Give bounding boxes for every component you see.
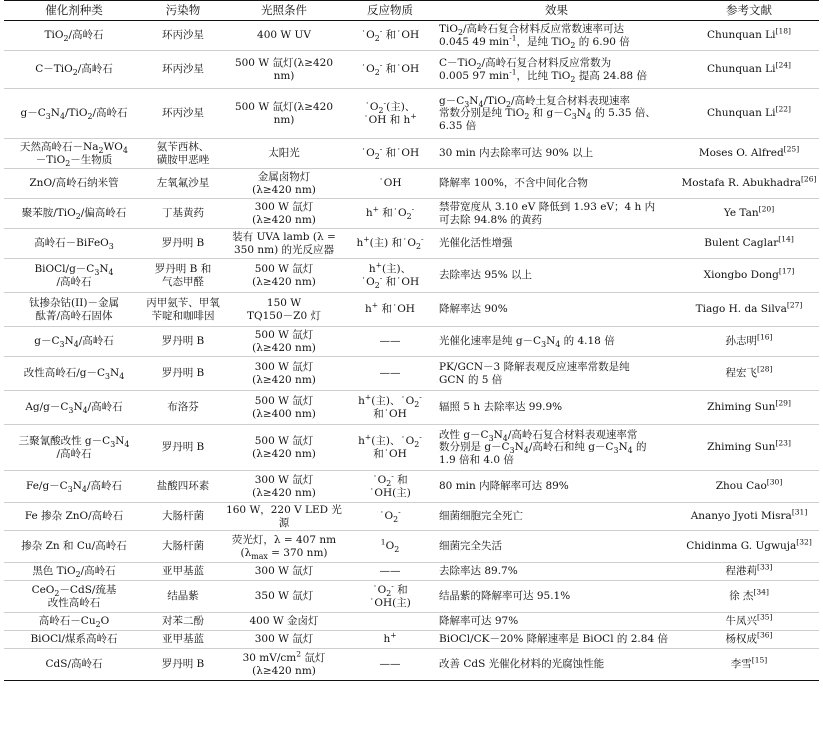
cell-light: 500 W 氙灯 (λ≥420 nm) — [222, 327, 346, 357]
cell-pollutant: 左氧氟沙星 — [144, 169, 222, 199]
table-row — [4, 51, 819, 89]
cell-catalyst: 黑色 TiO$_2$/高岭石 — [4, 563, 144, 581]
cell-catalyst: TiO$_2$/高岭石 — [4, 21, 144, 51]
cell-light: 300 W 氙灯 — [222, 631, 346, 649]
cell-pollutant: 对苯二酚 — [144, 613, 222, 631]
cell-effect: 改善 CdS 光催化材料的光腐蚀性能 — [434, 649, 679, 681]
cell-effect: $g-C_3N_4/TiO_2/$高岭土复合材料表现速率 常数分别是纯 TiO$_2$ 和 $g-C_3N_4$ 的 5.35 倍、 6.35 倍 — [434, 89, 679, 139]
cell-reference: Zhiming Sun[29] — [679, 391, 819, 425]
cell-pollutant: 罗丹明 B — [144, 229, 222, 259]
cell-reference: 程宏飞[28] — [679, 357, 819, 391]
cell-pollutant: 大肠杆菌 — [144, 503, 222, 531]
cell-catalyst: 钛掺杂钴(II)－金属 酞菁/高岭石固体 — [4, 293, 144, 327]
header-row — [4, 1, 819, 21]
cell-species: $^1O_2$ — [346, 531, 434, 563]
cell-catalyst: 聚苯胺/TiO$_2$/偏高岭石 — [4, 199, 144, 229]
cell-light: 150 W TQ150－Z0 灯 — [222, 293, 346, 327]
table-row — [4, 293, 819, 327]
cell-species: $˙O_2^-$ 和 ˙OH(主) — [346, 581, 434, 613]
table-row — [4, 563, 819, 581]
table-row — [4, 229, 819, 259]
cell-reference: Zhiming Sun[23] — [679, 425, 819, 471]
cell-species: —— — [346, 327, 434, 357]
table-row — [4, 89, 819, 139]
cell-species: h+ — [346, 631, 434, 649]
cell-effect: 禁带宽度从 3.10 eV 降低到 1.93 eV；4 h 内 可去除 94.8% 的黄药 — [434, 199, 679, 229]
cell-catalyst: Fe 掺杂 ZnO/高岭石 — [4, 503, 144, 531]
cell-species: $˙O_2^-$ 和˙OH — [346, 139, 434, 169]
cell-reference: 李雪[15] — [679, 649, 819, 681]
cell-catalyst: CeO$_2$－CdS/巯基 改性高岭石 — [4, 581, 144, 613]
cell-effect: 细菌细胞完全死亡 — [434, 503, 679, 531]
cell-catalyst: $Fe/g-C_3N_4/$高岭石 — [4, 471, 144, 503]
cell-light: 160 W，220 V LED 光源 — [222, 503, 346, 531]
cell-reference: Ananyo Jyoti Misra[31] — [679, 503, 819, 531]
cell-catalyst: BiOCl/$g-C_3N_4$ /高岭石 — [4, 259, 144, 293]
cell-reference: Zhou Cao[30] — [679, 471, 819, 503]
cell-species: h+(主)、$˙O_2^-$ 和˙OH — [346, 425, 434, 471]
cell-species: $˙O_2^-$ 和˙OH — [346, 21, 434, 51]
table-row — [4, 503, 819, 531]
cell-species: h+(主)、 $˙O_2^-$ 和˙OH — [346, 259, 434, 293]
table-row — [4, 169, 819, 199]
table-row — [4, 21, 819, 51]
cell-pollutant: 丁基黄药 — [144, 199, 222, 229]
cell-light: 荧光灯，λ = 407 nm ($\lambda_{max} = 370$ nm) — [222, 531, 346, 563]
cell-effect: 细菌完全失活 — [434, 531, 679, 563]
cell-reference: 徐 杰[34] — [679, 581, 819, 613]
cell-reference: Ye Tan[20] — [679, 199, 819, 229]
cell-catalyst: BiOCl/煤系高岭石 — [4, 631, 144, 649]
cell-pollutant: 氨苄西林、 磺胺甲恶唑 — [144, 139, 222, 169]
cell-catalyst: CdS/高岭石 — [4, 649, 144, 681]
cell-light: 装有 UVA lamb (λ = 350 nm) 的光反应器 — [222, 229, 346, 259]
cell-light: 300 W 氙灯 (λ≥420 nm) — [222, 471, 346, 503]
cell-reference: Xiongbo Dong[17] — [679, 259, 819, 293]
cell-effect: 光催化速率是纯 $g-C_3N_4$ 的 4.18 倍 — [434, 327, 679, 357]
col-header-pollutant: 污染物 — [144, 1, 222, 21]
cell-reference: Chunquan Li[18] — [679, 21, 819, 51]
cell-species: —— — [346, 649, 434, 681]
cell-catalyst: $Ag/g-C_3N_4/$高岭石 — [4, 391, 144, 425]
cell-light: 300 W 氙灯 (λ≥420 nm) — [222, 199, 346, 229]
cell-species — [346, 613, 434, 631]
cell-effect: 降解率达 90% — [434, 293, 679, 327]
col-header-catalyst: 催化剂种类 — [4, 1, 144, 21]
cell-reference: Chidinma G. Ugwuja[32] — [679, 531, 819, 563]
table-row — [4, 327, 819, 357]
table-row — [4, 357, 819, 391]
cell-effect: BiOCl/CK－20% 降解速率是 BiOCl 的 2.84 倍 — [434, 631, 679, 649]
table-body — [4, 21, 819, 681]
cell-effect: 80 min 内降解率可达 89% — [434, 471, 679, 503]
cell-effect: PK/GCN－3 降解表观反应速率常数是纯 GCN 的 5 倍 — [434, 357, 679, 391]
table-row — [4, 259, 819, 293]
cell-light: 500 W 氙灯 (λ≥400 nm) — [222, 391, 346, 425]
col-header-reference: 参考文献 — [679, 1, 819, 21]
cell-reference: 孙志明[16] — [679, 327, 819, 357]
cell-light: 500 W 氙灯 (λ≥420 nm) — [222, 425, 346, 471]
cell-light: 400 W 金卤灯 — [222, 613, 346, 631]
cell-pollutant: 大肠杆菌 — [144, 531, 222, 563]
table-row — [4, 613, 819, 631]
cell-effect: 降解率 100%，不含中间化合物 — [434, 169, 679, 199]
cell-pollutant: 丙甲氨苄、甲氧 苄啶和咖啡因 — [144, 293, 222, 327]
cell-reference: Chunquan Li[24] — [679, 51, 819, 89]
cell-pollutant: 罗丹明 B — [144, 327, 222, 357]
table-row — [4, 425, 819, 471]
col-header-light: 光照条件 — [222, 1, 346, 21]
cell-reference: 程港莉[33] — [679, 563, 819, 581]
col-header-effect: 效果 — [434, 1, 679, 21]
cell-reference: Tiago H. da Silva[27] — [679, 293, 819, 327]
table-row — [4, 391, 819, 425]
cell-effect: 去除率达 89.7% — [434, 563, 679, 581]
cell-catalyst: 掺杂 Zn 和 Cu/高岭石 — [4, 531, 144, 563]
cell-effect: 30 min 内去除率可达 90% 以上 — [434, 139, 679, 169]
cell-reference: 杨权成[36] — [679, 631, 819, 649]
table-row — [4, 531, 819, 563]
cell-pollutant: 环丙沙星 — [144, 89, 222, 139]
cell-light: 500 W 氙灯(λ≥420 nm) — [222, 51, 346, 89]
cell-effect: 结晶紫的降解率可达 95.1% — [434, 581, 679, 613]
photocatalyst-table — [4, 0, 819, 681]
cell-species: h+(主) 和$˙O_2^-$ — [346, 229, 434, 259]
cell-light: 300 W 氙灯 (λ≥420 nm) — [222, 357, 346, 391]
cell-species: h+(主)、$˙O_2^-$ 和˙OH — [346, 391, 434, 425]
cell-species: h+ 和˙OH — [346, 293, 434, 327]
cell-catalyst: $g-C_3N_4/TiO_2/$高岭石 — [4, 89, 144, 139]
cell-pollutant: 布洛芬 — [144, 391, 222, 425]
cell-reference: Moses O. Alfred[25] — [679, 139, 819, 169]
col-header-species: 反应物质 — [346, 1, 434, 21]
cell-pollutant: 亚甲基蓝 — [144, 631, 222, 649]
cell-pollutant: 盐酸四环素 — [144, 471, 222, 503]
cell-catalyst: 天然高岭石$-Na_2WO_4$ －TiO$_2$－生物质 — [4, 139, 144, 169]
cell-effect: C－TiO$_2$/高岭石复合材料反应常数为 0.005 97 $\min^{-1}$，比纯 TiO$_2$ 提高 24.88 倍 — [434, 51, 679, 89]
cell-catalyst: ZnO/高岭石纳米管 — [4, 169, 144, 199]
cell-catalyst: 高岭石$-Cu_2O$ — [4, 613, 144, 631]
cell-species: h+ 和$˙O_2^-$ — [346, 199, 434, 229]
cell-light: 太阳光 — [222, 139, 346, 169]
cell-catalyst: 改性高岭石$/g-C_3N_4$ — [4, 357, 144, 391]
cell-reference: Bulent Caglar[14] — [679, 229, 819, 259]
cell-effect: TiO$_2$/高岭石复合材料反应常数速率可达 0.045 49 $\min^{-1}$，是纯 TiO$_2$ 的 6.90 倍 — [434, 21, 679, 51]
cell-pollutant: 罗丹明 B — [144, 649, 222, 681]
cell-effect: 辐照 5 h 去除率达 99.9% — [434, 391, 679, 425]
cell-light: 500 W 氙灯(λ≥420 nm) — [222, 89, 346, 139]
cell-catalyst: $g-C_3N_4/$高岭石 — [4, 327, 144, 357]
cell-catalyst: C－TiO$_2$/高岭石 — [4, 51, 144, 89]
cell-effect: 改性 $g-C_3N_4/$高岭石复合材料表观速率常 数分别是 $g-C_3N_4/$高岭石和纯 $g-C_3N_4$ 的 1.9 倍和 4.0 倍 — [434, 425, 679, 471]
cell-species: —— — [346, 357, 434, 391]
cell-light: 500 W 氙灯 (λ≥420 nm) — [222, 259, 346, 293]
cell-species: $˙O_2^-$(主)、 ˙OH 和 h+ — [346, 89, 434, 139]
cell-effect: 光催化活性增强 — [434, 229, 679, 259]
table-row — [4, 581, 819, 613]
cell-pollutant: 结晶紫 — [144, 581, 222, 613]
cell-pollutant: 罗丹明 B — [144, 425, 222, 471]
cell-light: 30 $mV/cm^2$ 氙灯 (λ≥420 nm) — [222, 649, 346, 681]
cell-catalyst: 三聚氰酸改性 $g-C_3N_4$ /高岭石 — [4, 425, 144, 471]
cell-pollutant: 环丙沙星 — [144, 51, 222, 89]
cell-pollutant: 亚甲基蓝 — [144, 563, 222, 581]
cell-pollutant: 罗丹明 B — [144, 357, 222, 391]
cell-species: $˙O_2^-$ 和 ˙OH(主) — [346, 471, 434, 503]
cell-reference: Mostafa R. Abukhadra[26] — [679, 169, 819, 199]
table-row — [4, 631, 819, 649]
cell-light: 300 W 氙灯 — [222, 563, 346, 581]
table-row — [4, 139, 819, 169]
cell-pollutant: 环丙沙星 — [144, 21, 222, 51]
cell-light: 350 W 氙灯 — [222, 581, 346, 613]
cell-effect: 去除率达 95% 以上 — [434, 259, 679, 293]
table-row — [4, 471, 819, 503]
cell-catalyst: 高岭石－BiFeO$_3$ — [4, 229, 144, 259]
cell-species: ˙OH — [346, 169, 434, 199]
cell-species: $˙O_2^-$ 和˙OH — [346, 51, 434, 89]
cell-species: $˙O_2^-$ — [346, 503, 434, 531]
cell-reference: 牛凤兴[35] — [679, 613, 819, 631]
cell-light: 400 W UV — [222, 21, 346, 51]
cell-reference: Chunquan Li[22] — [679, 89, 819, 139]
cell-species: —— — [346, 563, 434, 581]
cell-effect: 降解率可达 97% — [434, 613, 679, 631]
cell-light: 金属卤物灯 (λ≥420 nm) — [222, 169, 346, 199]
table-row — [4, 199, 819, 229]
cell-pollutant: 罗丹明 B 和 气态甲醛 — [144, 259, 222, 293]
table-row — [4, 649, 819, 681]
